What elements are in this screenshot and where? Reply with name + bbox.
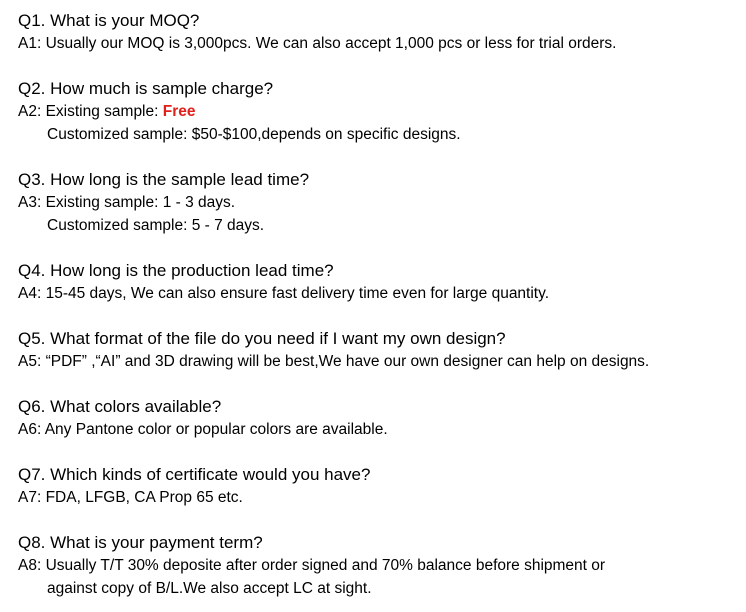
answer-a3-continued: Customized sample: 5 - 7 days.: [47, 217, 265, 234]
question-q4: Q4. How long is the production lead time?: [18, 261, 334, 280]
answer-prefix: A7:: [18, 489, 46, 506]
answer-a8-continued: against copy of B/L.We also accept LC at sight.: [47, 580, 372, 597]
answer-text: Existing sample: 1 - 3 days.: [45, 194, 236, 211]
answer-text: Usually T/T 30% deposite after order signed and 70% balance before shipment or: [45, 557, 606, 574]
answer-text: Existing sample:: [45, 103, 163, 120]
answer-prefix: A1:: [18, 35, 46, 52]
faq-item-q4: [18, 259, 740, 305]
question-q1: Q1. What is your MOQ?: [18, 11, 200, 30]
answer-text: Any Pantone color or popular colors are available.: [44, 421, 388, 438]
faq-item-q3: [18, 168, 740, 237]
answer-prefix: A5:: [18, 353, 46, 370]
answer-a2-continued: Customized sample: $50-$100,depends on specific designs.: [47, 126, 461, 143]
answer-text: 15-45 days, We can also ensure fast delivery time even for large quantity.: [45, 285, 550, 302]
faq-item-q8: [18, 531, 740, 600]
answer-prefix: A6:: [18, 421, 45, 438]
answer-a1: [18, 32, 740, 55]
question-q7: Q7. Which kinds of certificate would you have?: [18, 465, 371, 484]
answer-text: Usually our MOQ is 3,000pcs. We can also accept 1,000 pcs or less for trial orders.: [45, 35, 617, 52]
answer-a6: [18, 418, 740, 441]
faq-item-q7: [18, 463, 740, 509]
faq-item-q6: [18, 395, 740, 441]
answer-prefix: A2:: [18, 103, 46, 120]
faq-list: [18, 9, 740, 600]
question-q5: Q5. What format of the file do you need if I want my own design?: [18, 329, 506, 348]
question-q6: Q6. What colors available?: [18, 397, 222, 416]
answer-prefix: A3:: [18, 194, 46, 211]
faq-item-q5: [18, 327, 740, 373]
answer-a4: [18, 282, 740, 305]
question-q8: Q8. What is your payment term?: [18, 533, 263, 552]
answer-text: “PDF” ,“AI” and 3D drawing will be best,We have our own designer can help on designs.: [45, 353, 650, 370]
answer-prefix: A8:: [18, 557, 46, 574]
free-highlight: Free: [162, 103, 196, 120]
question-q3: Q3. How long is the sample lead time?: [18, 170, 310, 189]
faq-item-q2: [18, 77, 740, 146]
answer-text: FDA, LFGB, CA Prop 65 etc.: [45, 489, 243, 506]
answer-a2: [18, 100, 740, 123]
answer-a5: [18, 350, 740, 373]
answer-a3: [18, 191, 740, 214]
faq-item-q1: [18, 9, 740, 55]
answer-prefix: A4:: [18, 285, 46, 302]
question-q2: Q2. How much is sample charge?: [18, 79, 274, 98]
answer-a8: [18, 554, 740, 577]
answer-a7: [18, 486, 740, 509]
